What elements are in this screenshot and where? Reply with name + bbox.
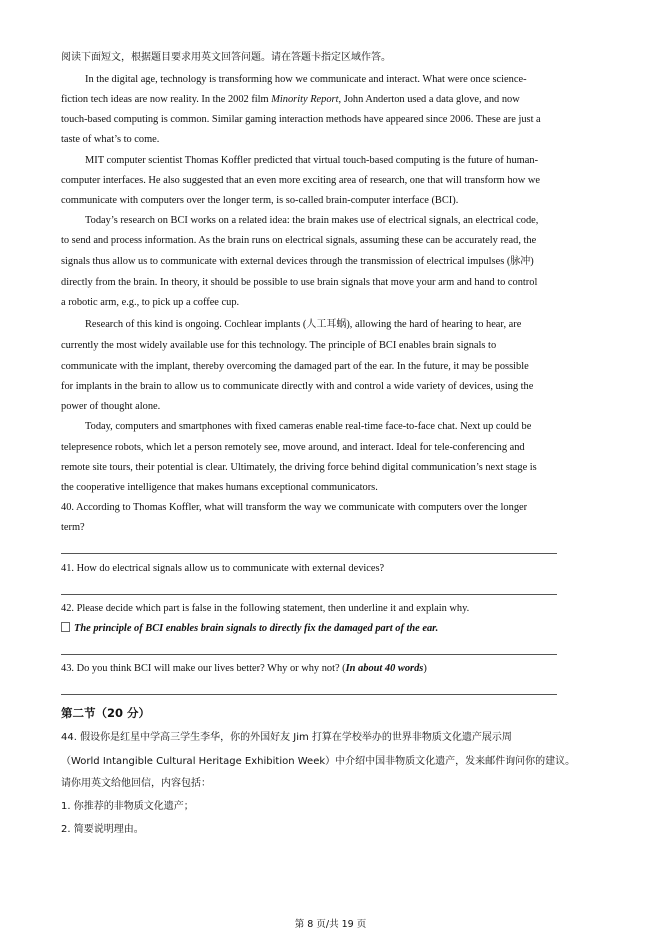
- question-42: 42. Please decide which part is false in the following statement, then underline it and explain why.: [61, 603, 470, 614]
- question-41: 41. How do electrical signals allow us to communicate with external devices?: [61, 563, 385, 574]
- passage-line: signals thus allow us to communicate with external devices through the transmission of electrical impulses (脉冲): [61, 256, 534, 267]
- word-limit-note: In about 40 words: [345, 663, 424, 674]
- question-43: 43. Do you think BCI will make our lives better? Why or why not? (In about 40 words): [61, 663, 427, 674]
- passage-line: a robotic arm, e.g., to pick up a coffee cup.: [61, 297, 240, 308]
- question-44-item: 2. 简要说明理由。: [61, 824, 144, 835]
- passage-line: Today, computers and smartphones with fixed cameras enable real-time face-to-face chat. Next up could be: [85, 421, 532, 432]
- passage-line: remote site tours, their potential is clear. Ultimately, the driving force behind digital communication’s next stage is: [61, 462, 537, 473]
- question-44: 44. 假设你是红星中学高三学生李华，你的外国好友 Jim 打算在学校举办的世界非物质文化遗产展示周: [61, 732, 512, 743]
- question-44-item: 1. 你推荐的非物质文化遗产；: [61, 801, 194, 812]
- passage-line: for implants in the brain to allow us to communicate directly with and control a wide variety of devices, using the: [61, 381, 534, 392]
- page-footer: 第 8 页/共 19 页: [294, 919, 367, 930]
- passage-line: power of thought alone.: [61, 401, 161, 412]
- passage-line: to send and process information. As the brain runs on electrical signals, assuming these can be accurately read, the: [61, 235, 537, 246]
- reading-instructions: 阅读下面短文，根据题目要求用英文回答问题。请在答题卡指定区域作答。: [61, 52, 391, 63]
- passage-line: directly from the brain. In theory, it should be possible to use brain signals that move your arm and hand to control: [61, 277, 538, 288]
- answer-line-41[interactable]: [61, 594, 557, 595]
- answer-line-40[interactable]: [61, 553, 557, 554]
- passage-line: computer interfaces. He also suggested that an even more exciting area of research, one that will transform how we: [61, 175, 540, 186]
- passage-line: currently the most widely available use for this technology. The principle of BCI enables brain signals to: [61, 340, 497, 351]
- passage-line: Research of this kind is ongoing. Cochlear implants (人工耳蜗), allowing the hard of hearing to hear, are: [85, 319, 522, 330]
- passage-line: the cooperative intelligence that makes humans exceptional communicators.: [61, 482, 378, 493]
- passage-line: MIT computer scientist Thomas Koffler predicted that virtual touch-based computing is the future of human-: [85, 155, 539, 166]
- passage-line: communicate with the implant, thereby overcoming the damaged part of the ear. In the future, it may be possible: [61, 361, 529, 372]
- question-44-cont: （World Intangible Cultural Heritage Exhibition Week）中介绍中国非物质文化遗产，发来邮件询问你的建议。: [61, 756, 576, 767]
- passage-line: communicate with computers over the longer term, is so-called brain-computer interface (BCI).: [61, 195, 459, 206]
- question-40-cont: term?: [61, 522, 85, 533]
- section-2-title: 第二节（20 分）: [61, 706, 151, 720]
- question-42-statement: The principle of BCI enables brain signals to directly fix the damaged part of the ear.: [61, 622, 438, 636]
- passage-line: fiction tech ideas are now reality. In the 2002 film Minority Report, John Anderton used a data glove, and now: [61, 94, 520, 105]
- passage-line: taste of what’s to come.: [61, 134, 160, 145]
- answer-line-43[interactable]: [61, 694, 557, 695]
- question-40: 40. According to Thomas Koffler, what will transform the way we communicate with computers over the longer: [61, 502, 528, 513]
- film-title: Minority Report: [271, 94, 339, 105]
- checkbox-icon: [61, 622, 70, 632]
- answer-line-42[interactable]: [61, 654, 557, 655]
- passage-line: touch-based computing is common. Similar gaming interaction methods have appeared since 2006. These are just a: [61, 114, 541, 125]
- passage-line: Today’s research on BCI works on a related idea: the brain makes use of electrical signals, an electrical code,: [85, 215, 539, 226]
- question-44-cont: 请你用英文给他回信，内容包括：: [61, 778, 211, 789]
- passage-line: In the digital age, technology is transforming how we communicate and interact. What were once science-: [85, 74, 527, 85]
- passage-line: telepresence robots, which let a person remotely see, move around, and interact. Ideal for tele-conferencing and: [61, 442, 525, 453]
